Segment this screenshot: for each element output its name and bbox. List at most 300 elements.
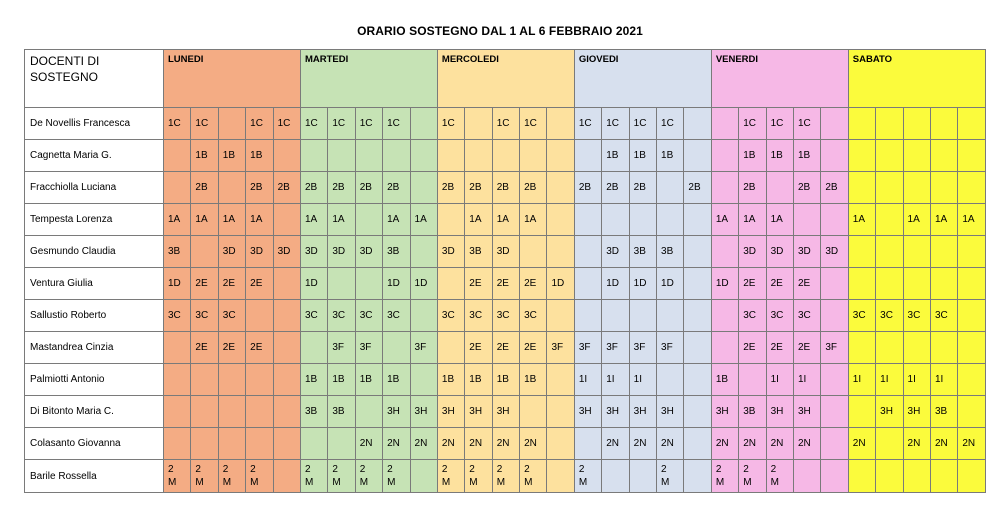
schedule-cell: 1D <box>547 268 574 300</box>
schedule-cell: 1A <box>300 204 327 236</box>
table-row <box>25 300 986 332</box>
schedule-cell: 1B <box>492 364 519 396</box>
day-header-martedi: MARTEDI <box>300 50 437 108</box>
schedule-cell: 2B <box>821 172 848 204</box>
schedule-cell: 3C <box>465 300 492 332</box>
schedule-cell: 3D <box>437 236 464 268</box>
schedule-cell <box>273 332 300 364</box>
schedule-cell <box>273 460 300 493</box>
schedule-cell: 1A <box>520 204 547 236</box>
schedule-cell <box>684 140 711 172</box>
table-row <box>25 460 986 493</box>
schedule-cell: 3B <box>164 236 191 268</box>
schedule-cell: 2E <box>492 332 519 364</box>
schedule-cell: 2 M <box>574 460 601 493</box>
schedule-cell: 3H <box>657 396 684 428</box>
table-row <box>25 108 986 140</box>
schedule-cell <box>410 460 437 493</box>
schedule-cell: 2B <box>191 172 218 204</box>
page-title: ORARIO SOSTEGNO DAL 1 AL 6 FEBBRAIO 2021 <box>357 24 643 38</box>
schedule-cell <box>876 108 903 140</box>
schedule-cell <box>218 364 245 396</box>
schedule-cell <box>711 332 738 364</box>
schedule-cell <box>520 140 547 172</box>
schedule-cell: 1C <box>383 108 410 140</box>
schedule-cell: 3C <box>793 300 820 332</box>
schedule-cell: 3C <box>218 300 245 332</box>
schedule-cell: 1A <box>164 204 191 236</box>
schedule-cell: 1I <box>602 364 629 396</box>
schedule-cell <box>383 332 410 364</box>
schedule-cell: 3D <box>218 236 245 268</box>
schedule-cell: 1A <box>191 204 218 236</box>
schedule-cell <box>273 204 300 236</box>
schedule-cell: 1C <box>164 108 191 140</box>
schedule-cell: 3C <box>766 300 793 332</box>
schedule-cell <box>437 140 464 172</box>
schedule-cell <box>164 364 191 396</box>
schedule-cell <box>547 172 574 204</box>
schedule-cell: 2N <box>629 428 656 460</box>
schedule-cell: 3B <box>383 236 410 268</box>
schedule-cell <box>903 268 930 300</box>
schedule-cell <box>821 460 848 493</box>
schedule-cell: 3C <box>848 300 875 332</box>
schedule-cell <box>684 460 711 493</box>
schedule-cell: 2 M <box>739 460 766 493</box>
table-row <box>25 332 986 364</box>
schedule-cell: 1C <box>437 108 464 140</box>
schedule-cell: 1B <box>520 364 547 396</box>
schedule-table <box>24 49 986 493</box>
schedule-cell <box>848 172 875 204</box>
schedule-cell <box>958 364 985 396</box>
schedule-cell: 3D <box>602 236 629 268</box>
schedule-cell <box>657 300 684 332</box>
teacher-name: Di Bitonto Maria C. <box>25 396 164 428</box>
schedule-cell: 2N <box>739 428 766 460</box>
schedule-cell: 2 M <box>766 460 793 493</box>
schedule-cell <box>492 140 519 172</box>
day-header-venerdi: VENERDI <box>711 50 848 108</box>
schedule-cell: 2 M <box>437 460 464 493</box>
schedule-cell: 1A <box>328 204 355 236</box>
schedule-cell <box>273 300 300 332</box>
schedule-cell: 2N <box>383 428 410 460</box>
schedule-cell: 2B <box>300 172 327 204</box>
schedule-cell: 2N <box>657 428 684 460</box>
schedule-cell <box>684 428 711 460</box>
schedule-cell: 3C <box>492 300 519 332</box>
schedule-cell <box>684 396 711 428</box>
schedule-cell: 1B <box>383 364 410 396</box>
schedule-cell: 1C <box>629 108 656 140</box>
schedule-cell: 1D <box>383 268 410 300</box>
schedule-cell: 1D <box>711 268 738 300</box>
schedule-cell: 3D <box>355 236 382 268</box>
schedule-cell: 1A <box>848 204 875 236</box>
schedule-cell: 1B <box>300 364 327 396</box>
schedule-cell <box>876 268 903 300</box>
schedule-cell: 2N <box>958 428 985 460</box>
schedule-cell: 3H <box>465 396 492 428</box>
table-row <box>25 428 986 460</box>
schedule-cell <box>711 108 738 140</box>
schedule-cell <box>328 428 355 460</box>
schedule-cell <box>930 172 957 204</box>
schedule-cell: 2N <box>848 428 875 460</box>
schedule-cell: 2E <box>766 268 793 300</box>
schedule-cell: 2B <box>520 172 547 204</box>
schedule-cell <box>903 236 930 268</box>
schedule-cell <box>574 300 601 332</box>
schedule-cell: 1I <box>766 364 793 396</box>
schedule-cell <box>848 460 875 493</box>
schedule-cell: 2B <box>383 172 410 204</box>
schedule-cell <box>300 140 327 172</box>
schedule-cell <box>711 300 738 332</box>
schedule-cell <box>684 108 711 140</box>
schedule-cell <box>191 364 218 396</box>
schedule-cell: 2E <box>465 332 492 364</box>
schedule-cell: 1C <box>602 108 629 140</box>
schedule-cell: 2B <box>574 172 601 204</box>
schedule-cell: 2B <box>793 172 820 204</box>
schedule-cell: 1B <box>437 364 464 396</box>
schedule-cell <box>273 268 300 300</box>
schedule-cell: 2N <box>492 428 519 460</box>
schedule-cell: 3H <box>876 396 903 428</box>
schedule-cell: 2N <box>930 428 957 460</box>
schedule-cell: 2E <box>739 268 766 300</box>
schedule-cell <box>848 268 875 300</box>
schedule-cell <box>629 300 656 332</box>
schedule-cell <box>164 396 191 428</box>
schedule-cell: 2B <box>739 172 766 204</box>
schedule-cell <box>218 396 245 428</box>
schedule-cell: 3F <box>547 332 574 364</box>
schedule-cell <box>300 428 327 460</box>
schedule-cell <box>930 236 957 268</box>
schedule-cell: 1B <box>711 364 738 396</box>
schedule-cell <box>848 332 875 364</box>
schedule-cell: 1B <box>218 140 245 172</box>
schedule-cell: 1C <box>739 108 766 140</box>
schedule-cell: 2E <box>520 332 547 364</box>
schedule-cell: 3D <box>273 236 300 268</box>
schedule-cell: 1A <box>246 204 273 236</box>
schedule-cell: 2N <box>793 428 820 460</box>
schedule-cell <box>903 172 930 204</box>
schedule-cell <box>821 396 848 428</box>
schedule-cell: 1B <box>629 140 656 172</box>
schedule-cell: 1A <box>739 204 766 236</box>
schedule-cell <box>191 428 218 460</box>
schedule-cell: 3H <box>602 396 629 428</box>
schedule-cell: 3H <box>793 396 820 428</box>
schedule-cell: 1I <box>629 364 656 396</box>
schedule-cell <box>164 140 191 172</box>
schedule-cell: 3H <box>492 396 519 428</box>
schedule-cell: 2B <box>328 172 355 204</box>
schedule-cell <box>191 236 218 268</box>
schedule-cell: 3C <box>739 300 766 332</box>
schedule-cell: 1D <box>629 268 656 300</box>
schedule-cell <box>821 108 848 140</box>
schedule-cell: 3D <box>821 236 848 268</box>
schedule-cell: 3D <box>766 236 793 268</box>
schedule-cell <box>437 204 464 236</box>
schedule-cell <box>410 364 437 396</box>
schedule-cell <box>355 204 382 236</box>
schedule-cell: 3H <box>629 396 656 428</box>
schedule-cell <box>657 204 684 236</box>
teacher-name: De Novellis Francesca <box>25 108 164 140</box>
schedule-cell: 3H <box>574 396 601 428</box>
schedule-cell <box>876 236 903 268</box>
schedule-cell <box>848 236 875 268</box>
teacher-name: Ventura Giulia <box>25 268 164 300</box>
schedule-cell <box>218 428 245 460</box>
schedule-cell <box>848 108 875 140</box>
schedule-cell <box>602 460 629 493</box>
schedule-cell: 2B <box>602 172 629 204</box>
schedule-cell: 1D <box>410 268 437 300</box>
schedule-cell <box>547 428 574 460</box>
schedule-cell: 1B <box>657 140 684 172</box>
schedule-cell <box>958 332 985 364</box>
schedule-cell: 1C <box>657 108 684 140</box>
schedule-cell <box>684 268 711 300</box>
schedule-cell <box>218 108 245 140</box>
schedule-cell <box>684 204 711 236</box>
schedule-cell: 1A <box>383 204 410 236</box>
table-row <box>25 396 986 428</box>
schedule-cell <box>410 108 437 140</box>
schedule-cell: 2N <box>602 428 629 460</box>
schedule-cell: 1C <box>328 108 355 140</box>
schedule-cell: 3C <box>300 300 327 332</box>
schedule-cell: 2E <box>465 268 492 300</box>
schedule-cell: 3B <box>300 396 327 428</box>
schedule-cell <box>657 364 684 396</box>
teacher-name: Palmiotti Antonio <box>25 364 164 396</box>
schedule-cell <box>246 364 273 396</box>
schedule-cell: 3C <box>903 300 930 332</box>
schedule-cell: 3H <box>383 396 410 428</box>
schedule-cell: 1B <box>766 140 793 172</box>
schedule-cell: 2E <box>246 268 273 300</box>
schedule-cell: 3C <box>930 300 957 332</box>
schedule-cell <box>930 332 957 364</box>
schedule-cell: 1C <box>766 108 793 140</box>
schedule-cell: 2N <box>355 428 382 460</box>
schedule-cell <box>547 204 574 236</box>
schedule-cell: 3C <box>164 300 191 332</box>
schedule-cell <box>328 140 355 172</box>
schedule-cell: 2 M <box>191 460 218 493</box>
schedule-cell: 3D <box>492 236 519 268</box>
schedule-cell: 3D <box>300 236 327 268</box>
schedule-cell: 1B <box>191 140 218 172</box>
schedule-cell: 1D <box>657 268 684 300</box>
schedule-cell: 2B <box>629 172 656 204</box>
schedule-cell <box>355 268 382 300</box>
schedule-cell: 3H <box>410 396 437 428</box>
schedule-cell: 1C <box>520 108 547 140</box>
schedule-cell: 1I <box>793 364 820 396</box>
schedule-cell <box>793 204 820 236</box>
schedule-cell: 3F <box>657 332 684 364</box>
schedule-cell <box>410 172 437 204</box>
schedule-cell: 2B <box>492 172 519 204</box>
schedule-cell: 3H <box>766 396 793 428</box>
schedule-cell: 2 M <box>355 460 382 493</box>
schedule-cell <box>821 140 848 172</box>
schedule-cell: 2B <box>437 172 464 204</box>
schedule-cell <box>739 364 766 396</box>
schedule-cell <box>930 268 957 300</box>
table-row <box>25 364 986 396</box>
schedule-cell <box>246 396 273 428</box>
schedule-cell <box>930 140 957 172</box>
schedule-cell: 3B <box>629 236 656 268</box>
schedule-cell: 1A <box>903 204 930 236</box>
schedule-cell <box>821 268 848 300</box>
schedule-cell: 2B <box>273 172 300 204</box>
schedule-cell: 3B <box>739 396 766 428</box>
schedule-cell: 2 M <box>300 460 327 493</box>
schedule-cell: 2N <box>437 428 464 460</box>
schedule-cell: 2N <box>766 428 793 460</box>
schedule-cell: 3F <box>629 332 656 364</box>
schedule-cell <box>930 108 957 140</box>
schedule-cell <box>821 364 848 396</box>
schedule-cell <box>191 396 218 428</box>
schedule-cell <box>410 140 437 172</box>
day-header-lunedi: LUNEDI <box>164 50 301 108</box>
schedule-cell: 1I <box>876 364 903 396</box>
schedule-cell: 3C <box>191 300 218 332</box>
schedule-cell <box>629 460 656 493</box>
schedule-cell: 2 M <box>218 460 245 493</box>
teacher-name: Mastandrea Cinzia <box>25 332 164 364</box>
schedule-cell: 1I <box>574 364 601 396</box>
schedule-cell: 3F <box>328 332 355 364</box>
schedule-cell <box>547 236 574 268</box>
schedule-cell: 3C <box>520 300 547 332</box>
schedule-cell: 3B <box>657 236 684 268</box>
schedule-cell <box>574 140 601 172</box>
schedule-cell: 3H <box>437 396 464 428</box>
schedule-cell <box>574 204 601 236</box>
schedule-cell: 1B <box>602 140 629 172</box>
schedule-cell: 2E <box>793 332 820 364</box>
schedule-cell: 1C <box>246 108 273 140</box>
schedule-cell <box>355 140 382 172</box>
table-row <box>25 236 986 268</box>
schedule-cell: 2 M <box>492 460 519 493</box>
schedule-cell: 2E <box>766 332 793 364</box>
schedule-cell: 3F <box>602 332 629 364</box>
schedule-cell <box>164 428 191 460</box>
schedule-cell: 2E <box>492 268 519 300</box>
schedule-cell <box>876 172 903 204</box>
schedule-cell: 1D <box>164 268 191 300</box>
schedule-cell <box>520 236 547 268</box>
schedule-cell <box>574 236 601 268</box>
schedule-cell <box>848 396 875 428</box>
schedule-cell: 2B <box>355 172 382 204</box>
schedule-cell: 3D <box>246 236 273 268</box>
schedule-cell <box>930 460 957 493</box>
schedule-cell <box>684 300 711 332</box>
table-row <box>25 140 986 172</box>
schedule-cell <box>547 140 574 172</box>
schedule-cell: 1B <box>465 364 492 396</box>
schedule-cell <box>684 332 711 364</box>
day-header-sabato: SABATO <box>848 50 985 108</box>
schedule-cell: 1C <box>793 108 820 140</box>
schedule-cell: 1C <box>574 108 601 140</box>
schedule-cell <box>821 428 848 460</box>
schedule-cell: 2 M <box>711 460 738 493</box>
schedule-cell: 1A <box>711 204 738 236</box>
day-header-mercoledi: MERCOLEDI <box>437 50 574 108</box>
schedule-cell: 3B <box>930 396 957 428</box>
schedule-cell: 3D <box>328 236 355 268</box>
schedule-cell <box>410 300 437 332</box>
day-header-giovedi: GIOVEDI <box>574 50 711 108</box>
schedule-cell <box>164 332 191 364</box>
schedule-cell <box>876 332 903 364</box>
schedule-cell: 2E <box>793 268 820 300</box>
schedule-cell: 1A <box>766 204 793 236</box>
schedule-cell: 2B <box>465 172 492 204</box>
schedule-cell <box>273 396 300 428</box>
schedule-cell: 1A <box>410 204 437 236</box>
schedule-cell: 1I <box>930 364 957 396</box>
schedule-cell <box>848 140 875 172</box>
schedule-cell <box>821 204 848 236</box>
schedule-cell: 2 M <box>657 460 684 493</box>
schedule-cell <box>437 268 464 300</box>
schedule-cell <box>547 396 574 428</box>
schedule-cell <box>684 236 711 268</box>
schedule-cell <box>903 140 930 172</box>
schedule-cell <box>958 140 985 172</box>
schedule-cell: 1A <box>218 204 245 236</box>
schedule-cell <box>903 460 930 493</box>
schedule-cell: 3C <box>328 300 355 332</box>
schedule-cell <box>711 172 738 204</box>
schedule-cell: 3C <box>383 300 410 332</box>
schedule-cell: 3H <box>711 396 738 428</box>
schedule-cell <box>520 396 547 428</box>
schedule-cell: 2 M <box>164 460 191 493</box>
schedule-cell <box>876 460 903 493</box>
teacher-name: Colasanto Giovanna <box>25 428 164 460</box>
schedule-cell <box>876 428 903 460</box>
schedule-cell <box>602 204 629 236</box>
schedule-cell: 2 M <box>520 460 547 493</box>
schedule-cell <box>766 172 793 204</box>
schedule-cell: 1I <box>903 364 930 396</box>
teacher-name: Barile Rossella <box>25 460 164 493</box>
schedule-cell: 1A <box>492 204 519 236</box>
table-row <box>25 172 986 204</box>
schedule-cell: 2 M <box>246 460 273 493</box>
